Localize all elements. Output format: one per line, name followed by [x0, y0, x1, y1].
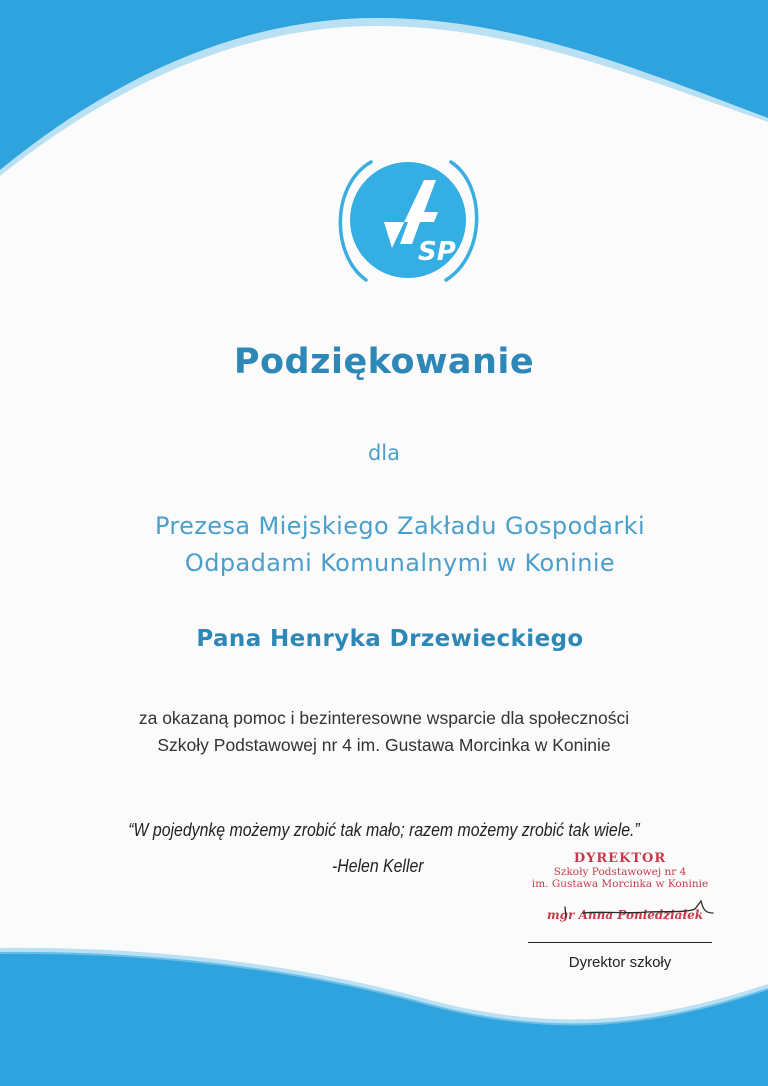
- stamp-title: DYREKTOR: [573, 851, 667, 866]
- stamp-school-patron: im. Gustawa Morcinka w Koninie: [531, 878, 709, 890]
- bottom-wave-decoration: [0, 946, 768, 1086]
- recipient-name: Pana Henryka Drzewieckiego: [196, 626, 584, 652]
- recipient-organization: [40, 508, 760, 582]
- reason-line-2: Szkoły Podstawowej nr 4 im. Gustawa Morcinka w Koninie: [157, 735, 611, 755]
- handwritten-signature: [535, 893, 725, 921]
- school-logo: [326, 140, 486, 300]
- logo-text: SP: [418, 237, 456, 267]
- signature-caption: Dyrektor szkoły: [568, 954, 672, 971]
- reason-line-1: za okazaną pomoc i bezinteresowne wsparcie dla społeczności: [138, 708, 630, 728]
- for-word: dla: [367, 441, 401, 465]
- quote-author: -Helen Keller: [332, 856, 424, 876]
- document-title: Podziękowanie: [233, 342, 535, 382]
- recipient-org-line-2: Odpadami Komunalnymi w Koninie: [184, 549, 616, 577]
- quote-text: “W pojedynkę możemy zrobić tak mało; razem możemy zrobić tak wiele.”: [128, 820, 640, 840]
- recipient-org-line-1: Prezesa Miejskiego Zakładu Gospodarki: [154, 512, 646, 540]
- signature-line: [528, 942, 712, 943]
- stamp-school: Szkoły Podstawowej nr 4: [553, 866, 687, 878]
- reason-text: [0, 705, 768, 759]
- stamp-director-name: mgr Anna Poniedziałek: [546, 908, 704, 922]
